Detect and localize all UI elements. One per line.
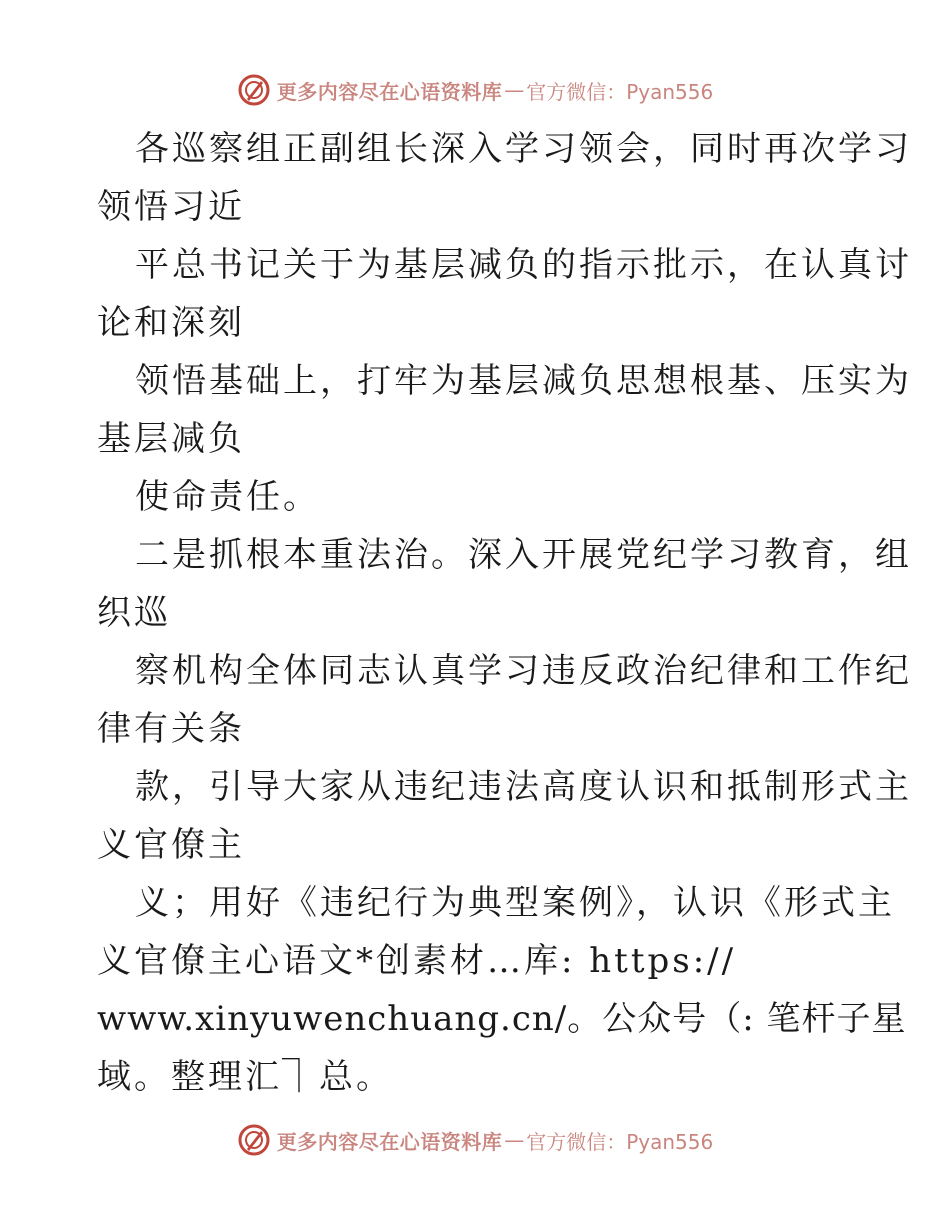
body-line: www.xinyuwenchuang.cn/。公众号（: 笔杆子星 [97,999,907,1039]
body-line: 义官僚主 [97,825,245,865]
banner-main-text: 更多内容尽在心语资料库 [276,79,503,104]
body-line: 款，引导大家从违纪违法高度认识和抵制形式主 [135,767,912,807]
body-line: 基层减负 [97,419,245,459]
body-line: 律有关条 [97,709,245,749]
body-line: 察机构全体同志认真学习违反政治纪律和工作纪 [135,651,912,691]
body-line: 二是抓根本重法治。深入开展党纪学习教育，组 [135,535,912,575]
brand-logo-icon [237,73,271,107]
body-line: 使命责任。 [135,477,320,517]
banner-dash: — [504,1128,525,1152]
banner-wechat-text: 官方微信：Pyan556 [526,79,714,104]
body-line: 域。整理汇⏋总。 [97,1057,393,1097]
body-line: 论和深刻 [97,303,245,343]
body-line: 义；用好《违纪行为典型案例》，认识《形式主 [135,883,895,923]
banner-wechat-text: 官方微信：Pyan556 [526,1129,714,1154]
body-line: 平总书记关于为基层减负的指示批示，在认真讨 [135,245,912,285]
body-line: 织巡 [97,593,171,633]
brand-logo-icon [237,1123,271,1157]
document-body [97,120,912,1106]
banner-dash: — [504,78,525,102]
body-line: 领悟基础上，打牢为基层减负思想根基、压实为 [135,361,912,401]
body-line: 领悟习近 [97,187,245,227]
header-banner [0,70,950,110]
body-line: 义官僚主心语文*创素材…库: https:// [97,941,737,981]
footer-banner [0,1120,950,1160]
body-line: 各巡察组正副组长深入学习领会，同时再次学习 [135,129,912,169]
banner-main-text: 更多内容尽在心语资料库 [276,1129,503,1154]
